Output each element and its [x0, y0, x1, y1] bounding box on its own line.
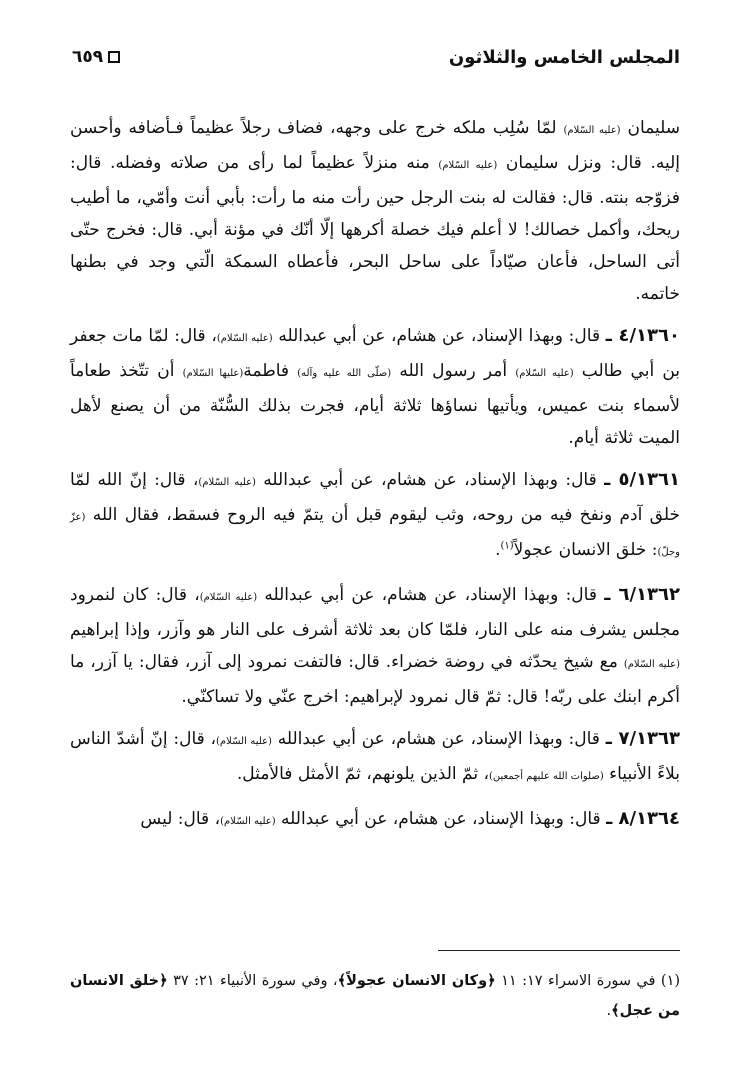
- hadith-number: ٤/١٣٦٠ ـ: [605, 325, 681, 346]
- honorific: (عليه السّلام): [199, 592, 258, 603]
- honorific: (عليها السّلام): [182, 368, 244, 379]
- honorific: (عليه السّلام): [515, 368, 574, 379]
- text-run: ، قال: إنّ الله لمّا خلق آدم ونفخ فيه من روحه، وثب ليقوم قبل أن يتمّ فيه الروح فسقط، فقال الله: [70, 470, 680, 525]
- text-run: ، قال: لمّا مات جعفر بن أبي طالب: [70, 326, 681, 381]
- hadith-1363: [70, 723, 680, 793]
- paragraph-continuation: [70, 112, 680, 310]
- chapter-title: المجلس الخامس والثلاثون: [448, 46, 680, 68]
- quran-quote: ﴿وكان الانسان عجولاً﴾: [337, 973, 496, 989]
- main-text: [70, 112, 680, 838]
- footnote-divider: [438, 950, 680, 951]
- footnote-reference[interactable]: (١): [500, 540, 514, 552]
- footnote-text: ، وفي سورة الأنبياء ٢١: ٣٧: [167, 973, 338, 989]
- text-run: قال: وبهذا الإسناد، عن هشام، عن أبي عبدالله: [275, 809, 607, 829]
- honorific: (صلّى الله عليه وآله): [297, 368, 392, 379]
- text-run: ، قال: ليس: [140, 809, 221, 829]
- hadith-1362: [70, 579, 680, 713]
- hadith-number: ٧/١٣٦٣ ـ: [605, 728, 681, 749]
- honorific: (عزّ وجلّ): [70, 512, 680, 558]
- text-run: قال: وبهذا الإسناد، عن هشام، عن أبي عبدالله: [255, 470, 605, 490]
- text-run: قال: وبهذا الإسناد، عن هشام، عن أبي عبدالله: [257, 585, 605, 605]
- hadith-number: ٦/١٣٦٢ ـ: [604, 584, 681, 605]
- text-run: أن تتّخذ طعاماً لأسماء بنت عميس، ويأتيها نساؤها ثلاثة أيام، فجرت بذلك السُّنّة من أن يصنع لأهل الميت ثلاثة أيام.: [70, 361, 680, 448]
- hadith-1361: [70, 464, 680, 569]
- text-run: ، قال: كان لنمرود مجلس يشرف منه على النار، فلمّا كان بعد ثلاثة أشرف على النار هو وآزر، وإذا إبراهيم: [70, 585, 680, 640]
- hadith-number: ٥/١٣٦١ ـ: [604, 469, 681, 490]
- text-run: مع شيخ يحدّثه في روضة خضراء. قال: فالتفت نمرود إلى آزر، فقال: يا آزر، ما أكرم ابنك على ربّه! قال: ثمّ قال نمرود لإبراهيم: اخرج عنّي ولا تساكنّي.: [70, 652, 680, 707]
- text-run: لمّا سُلِب ملكه خرج على وجهه، فضاف رجلاً عظيماً فـأضافه وأحسن إليه. قال: ونزل سليمان: [70, 118, 681, 173]
- quran-quote: ﴿خلق الانسان من عجل﴾: [70, 973, 680, 1019]
- hadith-1360: [70, 320, 680, 454]
- honorific: (عليه السّلام): [216, 333, 273, 344]
- footnote: [70, 966, 680, 1026]
- text-run: منه منزلاً عظيماً لما رأى من صلاته وفضله. قال: فزوّجه بنته. قال: فقالت له بنت الرجل حين رأت منه ما رأت: بأبي أنت وأمّي، ما أطيب ريحك، وأكمل خصالك! لا أعلم فيك خصلة أكرهها إلّا أنّك في مؤنة أبي. قال: فخرج حتّى أتى الساحل، فأعان صيّاداً على ساحل البحر، فأعطاه السمكة الّتي وجد في بطنها خاتمه.: [70, 153, 680, 304]
- honorific: (عليه السّلام): [198, 477, 256, 488]
- hadith-number: ٨/١٣٦٤ ـ: [606, 808, 680, 829]
- text-run: سليمان: [620, 118, 680, 138]
- honorific: (عليه السّلام): [220, 816, 276, 827]
- page-number: ٦٥٩: [72, 47, 104, 67]
- square-icon: [108, 51, 120, 63]
- text-run: : خلق الانسان عجولاً: [513, 540, 658, 560]
- page-number-group: [72, 47, 120, 67]
- honorific: (عليه السّلام): [216, 736, 272, 747]
- honorific: (عليه السّلام): [623, 659, 681, 670]
- hadith-1364: [70, 803, 680, 838]
- honorific: (صلوات الله عليهم أجمعين): [488, 771, 604, 782]
- text-run: فاطمة: [243, 361, 298, 381]
- text-run: .: [495, 540, 501, 560]
- footnote-text: .: [606, 1003, 612, 1019]
- honorific: (عليه السّلام): [563, 125, 621, 136]
- text-run: ، ثمّ الذين يلونهم، ثمّ الأمثل فالأمثل.: [236, 764, 489, 784]
- text-run: قال: وبهذا الإسناد، عن هشام، عن أبي عبدالله: [272, 326, 606, 346]
- honorific: (عليه السّلام): [438, 160, 498, 171]
- text-run: أمر رسول الله: [391, 361, 516, 381]
- text-run: ، قال: إنّ أشدّ الناس بلاءً الأنبياء: [70, 729, 680, 784]
- running-header: [72, 40, 680, 74]
- text-run: قال: وبهذا الإسناد، عن هشام، عن أبي عبدالله: [271, 729, 606, 749]
- footnote-text: (١) في سورة الاسراء ١٧: ١١: [495, 973, 681, 989]
